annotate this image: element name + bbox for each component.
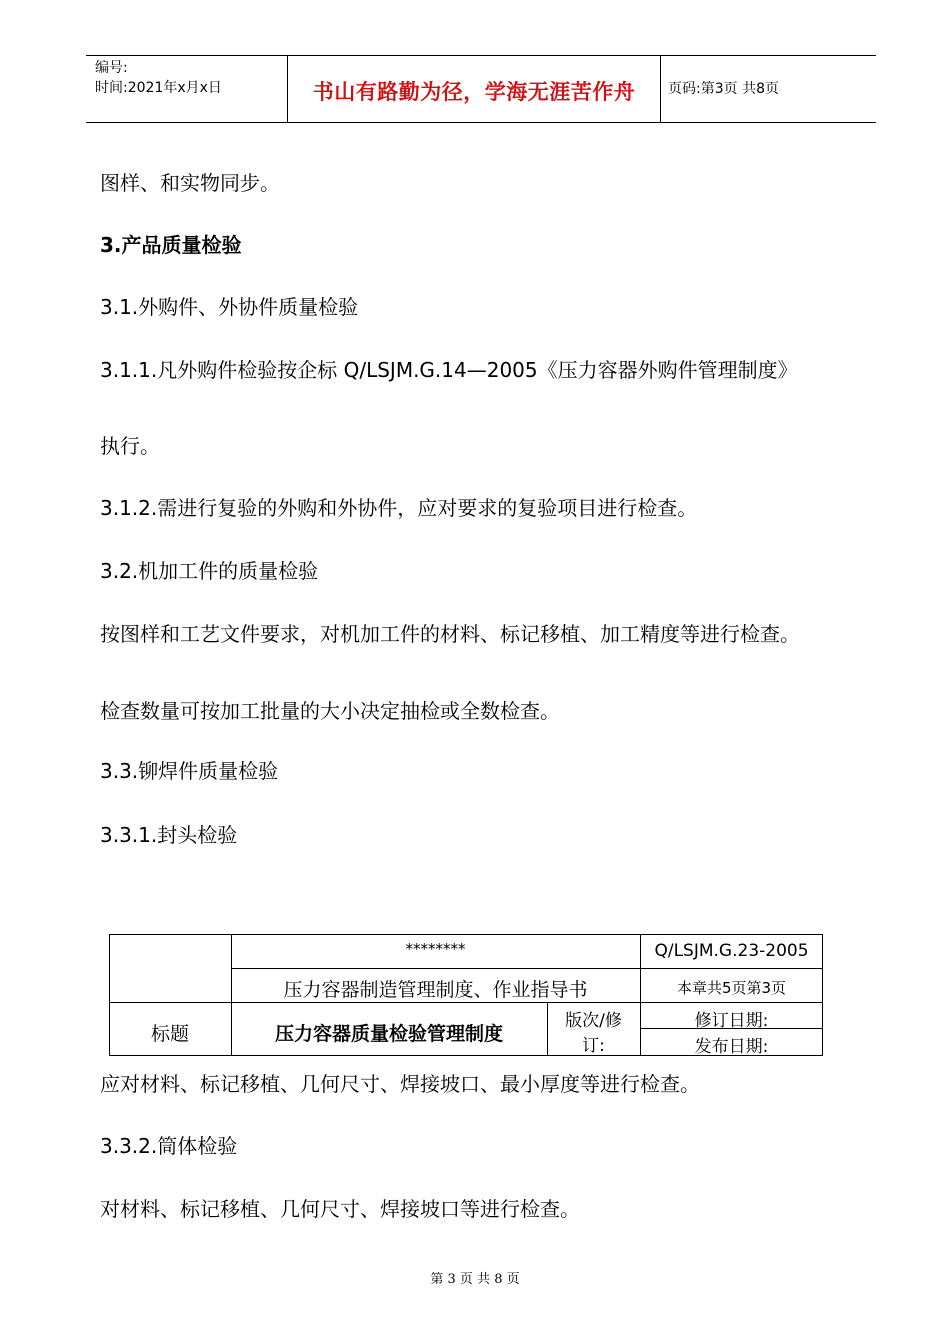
body-paragraph: 执行。 [100,434,160,458]
company-name-placeholder: ******** [405,940,466,958]
header-bottom-rule [86,122,876,123]
body-paragraph: 按图样和工艺文件要求，对机加工件的材料、标记移植、加工精度等进行检查。 [100,622,800,646]
revision-date-label: 修订日期: [694,1011,769,1031]
subsection-heading: 3.1.外购件、外协件质量检验 [100,295,359,319]
header-divider [660,55,661,123]
manual-title: 压力容器制造管理制度、作业指导书 [283,979,588,1001]
section-heading: 3.产品质量检验 [100,233,242,257]
body-paragraph: 对材料、标记移植、几何尺寸、焊接坡口等进行检查。 [100,1197,580,1221]
body-paragraph: 3.1.1.凡外购件检验按企标 Q/LSJM.G.14—2005《压力容器外购件管理制度》 [100,358,798,382]
table-border [109,934,823,935]
header-top-rule [86,55,876,56]
title-label: 标题 [150,1023,189,1045]
standard-code: Q/LSJM.G.23-2005 [654,941,809,961]
body-paragraph: 图样、和实物同步。 [100,171,280,195]
subsection-heading: 3.3.2.筒体检验 [100,1134,238,1158]
header-motto: 书山有路勤为径，学海无涯苦作舟 [312,80,636,104]
subsection-heading: 3.3.1.封头检验 [100,823,238,847]
body-paragraph: 检查数量可按加工批量的大小决定抽检或全数检查。 [100,699,560,723]
version-label-continued: 订: [582,1036,605,1056]
body-paragraph: 应对材料、标记移植、几何尺寸、焊接坡口、最小厚度等进行检查。 [100,1072,700,1096]
subsection-heading: 3.3.铆焊件质量检验 [100,759,279,783]
body-paragraph: 3.1.2.需进行复验的外购和外协件，应对要求的复验项目进行检查。 [100,496,698,520]
footer-page-number: 第 3 页 共 8 页 [430,1272,520,1287]
table-divider [231,968,823,969]
release-date-label: 发布日期: [694,1037,769,1057]
document-title: 压力容器质量检验管理制度 [274,1023,503,1045]
version-label: 版次/修 [565,1011,622,1031]
document-control-table [109,934,823,1056]
table-divider [109,1002,823,1003]
header-meta [95,58,222,98]
document-time-label: 时间:2021年x月x日 [95,80,222,96]
header-page-number: 页码:第3页 共8页 [668,81,779,97]
document-number-label: 编号: [95,60,128,76]
subsection-heading: 3.2.机加工件的质量检验 [100,559,319,583]
chapter-page-count: 本章共5页第3页 [676,979,787,997]
